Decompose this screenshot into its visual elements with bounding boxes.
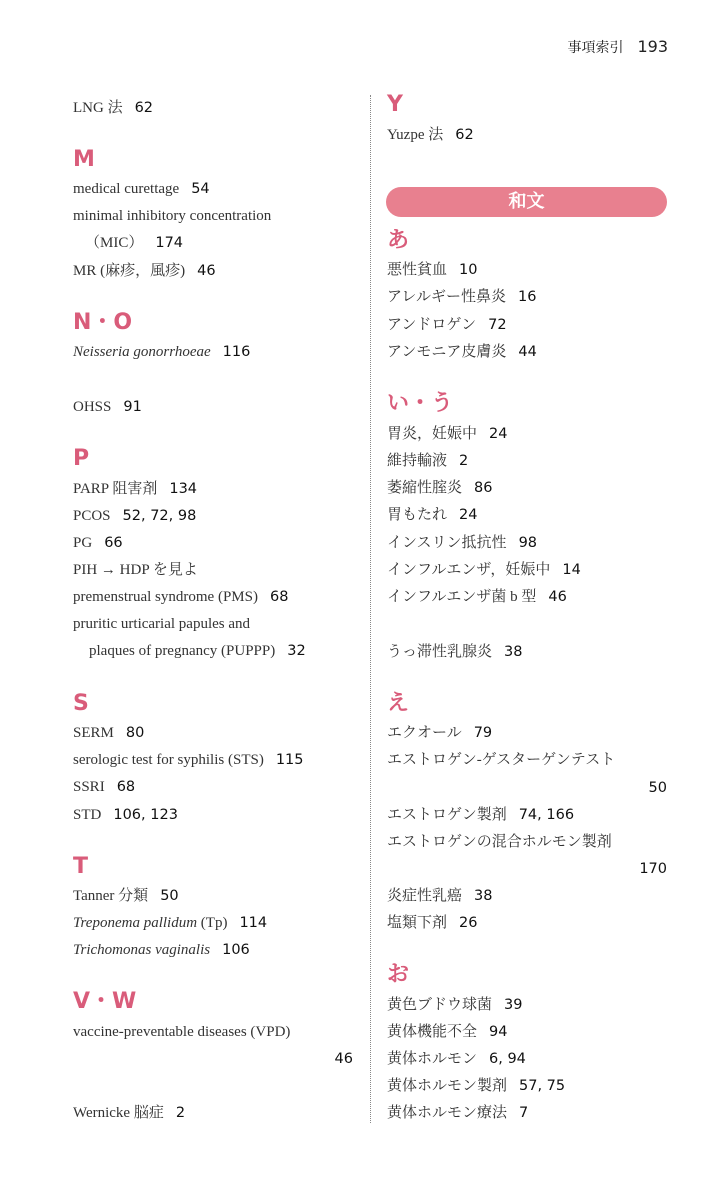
page-ref: 72 (488, 317, 507, 333)
index-term: premenstrual syndrome (PMS) (73, 589, 258, 605)
index-term: STD (73, 807, 102, 823)
index-entry (73, 179, 210, 199)
index-term: Wernicke 脳症 (73, 1105, 164, 1121)
index-term: medical curettage (73, 181, 180, 197)
index-term: PARP 阻害剤 (73, 481, 158, 497)
index-entry (73, 940, 250, 960)
page-ref: 38 (504, 644, 523, 660)
index-entry (387, 315, 507, 335)
index-entry (73, 886, 179, 906)
section-heading: V・W (73, 989, 137, 1014)
page-ref: 114 (239, 915, 268, 931)
index-entry-continued (85, 233, 183, 253)
index-entry (73, 533, 123, 553)
page-ref: 6, 94 (489, 1051, 526, 1067)
index-term: 黄体ホルモン製剤 (387, 1078, 508, 1094)
index-entry (73, 560, 198, 580)
index-term: エストロゲン-ゲスターゲンテスト (387, 752, 616, 768)
index-term: アレルギー性鼻炎 (387, 289, 507, 305)
index-entry (387, 260, 477, 280)
page-ref: 80 (125, 725, 145, 741)
index-entry (73, 614, 250, 634)
index-term: 黄体ホルモン療法 (387, 1105, 508, 1121)
index-term: うっ滞性乳腺炎 (387, 644, 493, 660)
page-ref: 44 (518, 344, 537, 360)
index-term: エクオール (387, 725, 462, 741)
section-heading: え (387, 691, 410, 716)
page-ref-continued (649, 778, 667, 798)
index-term: SSRI (73, 779, 105, 795)
page-ref: 106 (222, 942, 250, 958)
index-term: 黄色ブドウ球菌 (387, 997, 493, 1013)
index-entry (387, 478, 492, 498)
index-entry (387, 886, 492, 906)
section-heading: N・O (73, 310, 133, 335)
page-ref: 86 (474, 480, 493, 496)
index-entry (73, 913, 267, 933)
page-ref: 50 (648, 780, 667, 796)
index-entry (73, 750, 304, 770)
page-ref: 10 (459, 262, 478, 278)
section-heading: S (73, 691, 89, 716)
section-heading: T (73, 854, 89, 879)
page-ref: 134 (169, 481, 198, 497)
section-heading: あ (387, 228, 410, 253)
page-ref: 115 (275, 752, 304, 768)
index-entry (73, 1103, 185, 1123)
section-heading: M (73, 147, 95, 172)
index-term: PIH → HDP を見よ (73, 562, 198, 578)
index-term: (Tp) (197, 915, 228, 931)
page-ref: 2 (175, 1105, 186, 1121)
index-entry (387, 505, 477, 525)
index-term: OHSS (73, 399, 112, 415)
index-entry (387, 1022, 507, 1042)
section-heading: Y (387, 92, 403, 117)
index-term: pruritic urticarial papules and (73, 616, 251, 632)
page-ref: 24 (489, 426, 508, 442)
index-term: plaques of pregnancy (PUPPP) (89, 643, 276, 659)
index-entry (387, 424, 507, 444)
index-entry (387, 1076, 565, 1096)
page-ref: 116 (222, 344, 251, 360)
page-ref: 94 (489, 1024, 508, 1040)
index-entry (387, 342, 537, 362)
page-ref: 91 (123, 399, 142, 415)
index-term: エストロゲンの混合ホルモン製剤 (387, 834, 612, 850)
index-term: 黄体機能不全 (387, 1024, 478, 1040)
page-ref: 46 (548, 589, 567, 605)
section-heading: お (387, 962, 410, 987)
index-term: Treponema pallidum (73, 915, 198, 931)
page-ref: 66 (104, 535, 123, 551)
index-entry (387, 1103, 528, 1123)
section-title: 事項索引 (567, 40, 624, 56)
index-entry-continued (89, 641, 306, 661)
japanese-section-banner: 和文 (386, 187, 667, 217)
index-term: インフルエンザ，妊娠中 (387, 562, 551, 578)
page-ref: 46 (334, 1051, 353, 1067)
index-entry (73, 1022, 290, 1042)
page-ref: 16 (518, 289, 537, 305)
index-term: 胃炎，妊娠中 (387, 426, 478, 442)
index-entry (387, 125, 474, 145)
index-term: vaccine-preventable diseases (VPD) (73, 1024, 291, 1040)
page-ref: 98 (518, 535, 538, 551)
index-entry (73, 261, 216, 281)
index-term: インスリン抵抗性 (387, 535, 507, 551)
index-entry (73, 777, 135, 797)
index-term: アンモニア皮膚炎 (387, 344, 507, 360)
page-ref: 170 (639, 861, 667, 877)
index-term: PCOS (73, 508, 111, 524)
index-entry (73, 206, 271, 226)
index-term: LNG 法 (73, 100, 123, 116)
page-ref: 39 (504, 997, 523, 1013)
index-entry (73, 587, 288, 607)
index-entry (387, 287, 536, 307)
column-divider (370, 95, 371, 1123)
index-entry (387, 642, 522, 662)
page-ref: 57, 75 (519, 1078, 566, 1094)
page-ref: 68 (116, 779, 136, 795)
index-term: Neisseria gonorrhoeae (73, 344, 211, 360)
index-term: 萎縮性腟炎 (387, 480, 463, 496)
section-heading: い・う (387, 391, 454, 416)
index-term: アンドロゲン (387, 317, 477, 333)
index-term: minimal inhibitory concentration (73, 208, 272, 224)
index-term: 黄体ホルモン (387, 1051, 478, 1067)
index-term: 悪性貧血 (387, 262, 448, 278)
page-ref: 74, 166 (518, 807, 575, 823)
page-ref: 46 (197, 263, 216, 279)
section-heading: P (73, 446, 90, 471)
index-term: 塩類下剤 (387, 915, 448, 931)
page-ref-continued (639, 859, 667, 879)
index-entry (73, 342, 250, 362)
index-entry (73, 98, 153, 118)
page-ref: 79 (473, 725, 493, 741)
index-term: SERM (73, 725, 114, 741)
page-ref: 62 (455, 127, 474, 143)
index-entry (73, 723, 144, 743)
index-term: serologic test for syphilis (STS) (73, 752, 264, 768)
page-ref: 7 (519, 1105, 529, 1121)
index-entry (387, 995, 522, 1015)
page-ref: 52, 72, 98 (122, 508, 197, 524)
page-ref: 174 (155, 235, 184, 251)
index-entry (387, 1049, 526, 1069)
index-entry (73, 397, 142, 417)
page-ref: 68 (269, 589, 289, 605)
index-entry (387, 832, 612, 852)
page-ref: 26 (459, 915, 478, 931)
index-term: 炎症性乳癌 (387, 888, 463, 904)
page-ref: 38 (474, 888, 493, 904)
index-term: インフルエンザ菌 b 型 (387, 589, 537, 605)
page-ref: 2 (459, 453, 469, 469)
page-ref: 32 (287, 643, 306, 659)
index-entry (387, 451, 468, 471)
page-number: 193 (637, 37, 668, 56)
index-term: Tanner 分類 (73, 888, 149, 904)
index-entry (387, 560, 581, 580)
index-term: 維持輸液 (387, 453, 448, 469)
index-entry (73, 479, 197, 499)
index-entry (387, 913, 477, 933)
page-ref: 50 (160, 888, 179, 904)
page-ref: 106, 123 (113, 807, 178, 823)
index-entry (73, 506, 196, 526)
index-term: エストロゲン製剤 (387, 807, 507, 823)
index-term: MR (麻疹，風疹) (73, 263, 186, 279)
index-term: 胃もたれ (387, 507, 448, 523)
index-term: Trichomonas vaginalis (73, 942, 211, 958)
page-ref-continued (335, 1049, 353, 1069)
index-entry (387, 805, 574, 825)
index-entry (73, 805, 178, 825)
page-ref: 24 (459, 507, 478, 523)
index-entry (387, 723, 492, 743)
index-entry (387, 587, 567, 607)
index-entry (387, 750, 615, 770)
index-entry (387, 533, 537, 553)
page-ref: 54 (191, 181, 210, 197)
running-header (567, 37, 668, 57)
index-term: （MIC） (85, 235, 144, 251)
index-term: Yuzpe 法 (387, 127, 444, 143)
page-ref: 14 (562, 562, 581, 578)
page-ref: 62 (134, 100, 154, 116)
index-term: PG (73, 535, 93, 551)
